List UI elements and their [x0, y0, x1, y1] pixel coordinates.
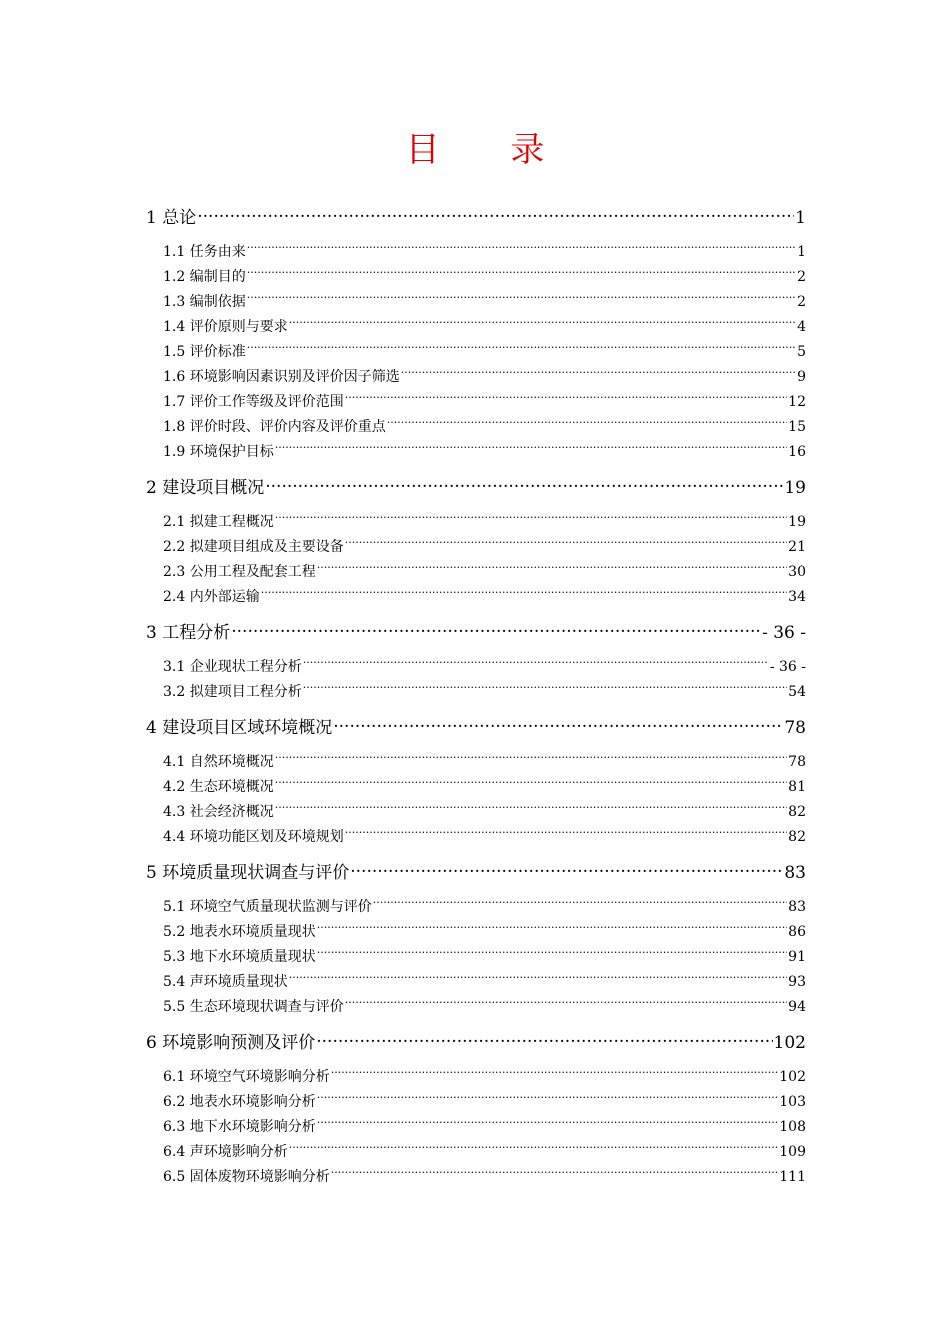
toc-entry-label: 2.3 公用工程及配套工程 — [163, 564, 316, 580]
dot-leader — [350, 861, 783, 878]
toc-section-entry[interactable] — [163, 390, 806, 415]
toc-section-entry[interactable] — [163, 1165, 806, 1190]
toc-page-number: 81 — [788, 779, 806, 795]
toc-entry-label: 3 工程分析 — [146, 623, 231, 643]
toc-section-entry[interactable] — [163, 1090, 806, 1115]
toc-page-number: - 36 - — [762, 623, 806, 643]
toc-section-entry[interactable] — [163, 510, 806, 535]
toc-section-entry[interactable] — [163, 535, 806, 560]
toc-page-number: 2 — [797, 269, 806, 285]
dot-leader — [345, 997, 787, 1011]
toc-entry-label: 5.5 生态环境现状调查与评价 — [163, 999, 344, 1015]
dot-leader — [373, 897, 787, 911]
toc-page-number: 12 — [788, 394, 806, 410]
toc-chapter-entry[interactable] — [146, 860, 806, 886]
toc-chapter — [146, 620, 806, 705]
toc-page-number: 102 — [779, 1069, 806, 1085]
toc-section-entry[interactable] — [163, 995, 806, 1020]
toc-section-entry[interactable] — [163, 750, 806, 775]
toc-entry-label: 6.1 环境空气环境影响分析 — [163, 1069, 330, 1085]
dot-leader — [289, 1142, 779, 1156]
toc-section-entry[interactable] — [163, 920, 806, 945]
toc-chapter-entry[interactable] — [146, 475, 806, 501]
toc-entry-label: 6.3 地下水环境影响分析 — [163, 1119, 316, 1135]
dot-leader — [275, 442, 787, 456]
dot-leader — [247, 267, 796, 281]
toc-entry-label: 5 环境质量现状调查与评价 — [146, 863, 350, 883]
dot-leader — [197, 206, 794, 223]
toc-entry-label: 2.4 内外部运输 — [163, 589, 260, 605]
dot-leader — [345, 537, 787, 551]
toc-page-number: 109 — [779, 1144, 806, 1160]
toc-entry-label: 2.1 拟建工程概况 — [163, 514, 274, 530]
toc-page-number: 21 — [788, 539, 806, 555]
toc-page-number: 103 — [779, 1094, 806, 1110]
dot-leader — [401, 367, 796, 381]
toc-entry-label: 5.4 声环境质量现状 — [163, 974, 288, 990]
dot-leader — [345, 827, 787, 841]
toc-entry-label: 1.2 编制目的 — [163, 269, 246, 285]
toc-page-number: 82 — [788, 804, 806, 820]
toc-entry-label: 5.3 地下水环境质量现状 — [163, 949, 316, 965]
toc-chapter-entry[interactable] — [146, 715, 806, 741]
dot-leader — [331, 1167, 779, 1181]
toc-section-entry[interactable] — [163, 585, 806, 610]
toc-page-number: 54 — [788, 684, 806, 700]
dot-leader — [275, 752, 787, 766]
toc-page-number: 4 — [797, 319, 806, 335]
toc-section-entry[interactable] — [163, 1115, 806, 1140]
dot-leader — [231, 621, 761, 638]
toc-entry-label: 1 总论 — [146, 208, 197, 228]
dot-leader — [331, 1067, 779, 1081]
dot-leader — [261, 587, 787, 601]
toc-entry-label: 1.1 任务由来 — [163, 244, 246, 260]
toc-page-number: 83 — [788, 899, 806, 915]
toc-section-entry[interactable] — [163, 945, 806, 970]
toc-section-entry[interactable] — [163, 440, 806, 465]
toc-entry-label: 4.1 自然环境概况 — [163, 754, 274, 770]
toc-entry-label: 4.2 生态环境概况 — [163, 779, 274, 795]
toc-entry-label: 2 建设项目概况 — [146, 478, 265, 498]
toc-entry-label: 3.2 拟建项目工程分析 — [163, 684, 302, 700]
toc-entry-label: 6 环境影响预测及评价 — [146, 1033, 316, 1053]
toc-page-number: 9 — [797, 369, 806, 385]
toc-page-number: 19 — [788, 514, 806, 530]
dot-leader — [317, 922, 787, 936]
toc-section-entry[interactable] — [163, 680, 806, 705]
toc-entry-label: 1.7 评价工作等级及评价范围 — [163, 394, 344, 410]
toc-section-entry[interactable] — [163, 365, 806, 390]
toc-chapter — [146, 860, 806, 1020]
dot-leader — [317, 1117, 779, 1131]
dot-leader — [289, 972, 787, 986]
page-title: 目 录 — [405, 130, 575, 170]
toc-section-entry[interactable] — [163, 895, 806, 920]
dot-leader — [387, 417, 787, 431]
dot-leader — [275, 777, 787, 791]
toc-page-number: 5 — [797, 344, 806, 360]
toc-page-number: 1 — [795, 208, 806, 228]
toc-entry-label: 1.4 评价原则与要求 — [163, 319, 288, 335]
toc-section-entry[interactable] — [163, 970, 806, 995]
toc-page-number: 111 — [779, 1169, 806, 1185]
dot-leader — [247, 242, 796, 256]
toc-chapter-entry[interactable] — [146, 205, 806, 231]
toc-section-entry[interactable] — [163, 265, 806, 290]
toc-page-number: - 36 - — [769, 659, 806, 675]
toc-entry-label: 1.6 环境影响因素识别及评价因子筛选 — [163, 369, 400, 385]
toc-section-entry[interactable] — [163, 415, 806, 440]
dot-leader — [247, 342, 796, 356]
dot-leader — [317, 1092, 779, 1106]
toc-entry-label: 2.2 拟建项目组成及主要设备 — [163, 539, 344, 555]
toc-page-number: 2 — [797, 294, 806, 310]
toc-chapter-entry[interactable] — [146, 620, 806, 646]
toc-chapter-entry[interactable] — [146, 1030, 806, 1056]
toc-page-number: 91 — [788, 949, 806, 965]
toc-chapter — [146, 205, 806, 465]
toc-page-number: 15 — [788, 419, 806, 435]
toc-section-entry[interactable] — [163, 560, 806, 585]
toc-section-entry[interactable] — [163, 655, 806, 680]
toc-page-number: 82 — [788, 829, 806, 845]
toc-page-number: 16 — [788, 444, 806, 460]
toc-entry-label: 1.5 评价标准 — [163, 344, 246, 360]
toc-page-number: 94 — [788, 999, 806, 1015]
toc-entry-label: 1.9 环境保护目标 — [163, 444, 274, 460]
toc-page-number: 34 — [788, 589, 806, 605]
toc-chapter — [146, 475, 806, 610]
toc-entry-label: 6.4 声环境影响分析 — [163, 1144, 288, 1160]
toc-section-entry[interactable] — [163, 315, 806, 340]
toc-page-number: 1 — [797, 244, 806, 260]
dot-leader — [275, 802, 787, 816]
toc-chapter — [146, 715, 806, 850]
toc-entry-label: 4.3 社会经济概况 — [163, 804, 274, 820]
toc-entry-label: 5.1 环境空气质量现状监测与评价 — [163, 899, 372, 915]
toc-section-entry[interactable] — [163, 340, 806, 365]
toc-section-entry[interactable] — [163, 800, 806, 825]
toc-page-number: 108 — [779, 1119, 806, 1135]
toc-section-entry[interactable] — [163, 775, 806, 800]
dot-leader — [316, 1031, 772, 1048]
toc-page-number: 86 — [788, 924, 806, 940]
toc-page-number: 30 — [788, 564, 806, 580]
toc-entry-label: 4 建设项目区域环境概况 — [146, 718, 333, 738]
toc-section-entry[interactable] — [163, 825, 806, 850]
toc-entry-label: 4.4 环境功能区划及环境规划 — [163, 829, 344, 845]
toc-page-number: 83 — [784, 863, 806, 883]
toc-page-number: 102 — [773, 1033, 806, 1053]
toc-page-number: 78 — [784, 718, 806, 738]
dot-leader — [275, 512, 787, 526]
toc-entry-label: 6.2 地表水环境影响分析 — [163, 1094, 316, 1110]
dot-leader — [247, 292, 796, 306]
toc-entry-label: 1.8 评价时段、评价内容及评价重点 — [163, 419, 386, 435]
dot-leader — [265, 476, 783, 493]
toc-entry-label: 1.3 编制依据 — [163, 294, 246, 310]
toc-page-number: 78 — [788, 754, 806, 770]
toc-entry-label: 3.1 企业现状工程分析 — [163, 659, 302, 675]
table-of-contents — [146, 205, 806, 1190]
toc-page-number: 19 — [784, 478, 806, 498]
dot-leader — [317, 562, 787, 576]
toc-section-entry[interactable] — [163, 1140, 806, 1165]
toc-chapter — [146, 1030, 806, 1190]
toc-section-entry[interactable] — [163, 290, 806, 315]
dot-leader — [345, 392, 787, 406]
toc-section-entry[interactable] — [163, 240, 806, 265]
toc-entry-label: 5.2 地表水环境质量现状 — [163, 924, 316, 940]
dot-leader — [317, 947, 787, 961]
toc-entry-label: 6.5 固体废物环境影响分析 — [163, 1169, 330, 1185]
dot-leader — [289, 317, 796, 331]
dot-leader — [333, 716, 783, 733]
toc-page-number: 93 — [788, 974, 806, 990]
dot-leader — [303, 682, 787, 696]
toc-section-entry[interactable] — [163, 1065, 806, 1090]
dot-leader — [303, 657, 769, 671]
